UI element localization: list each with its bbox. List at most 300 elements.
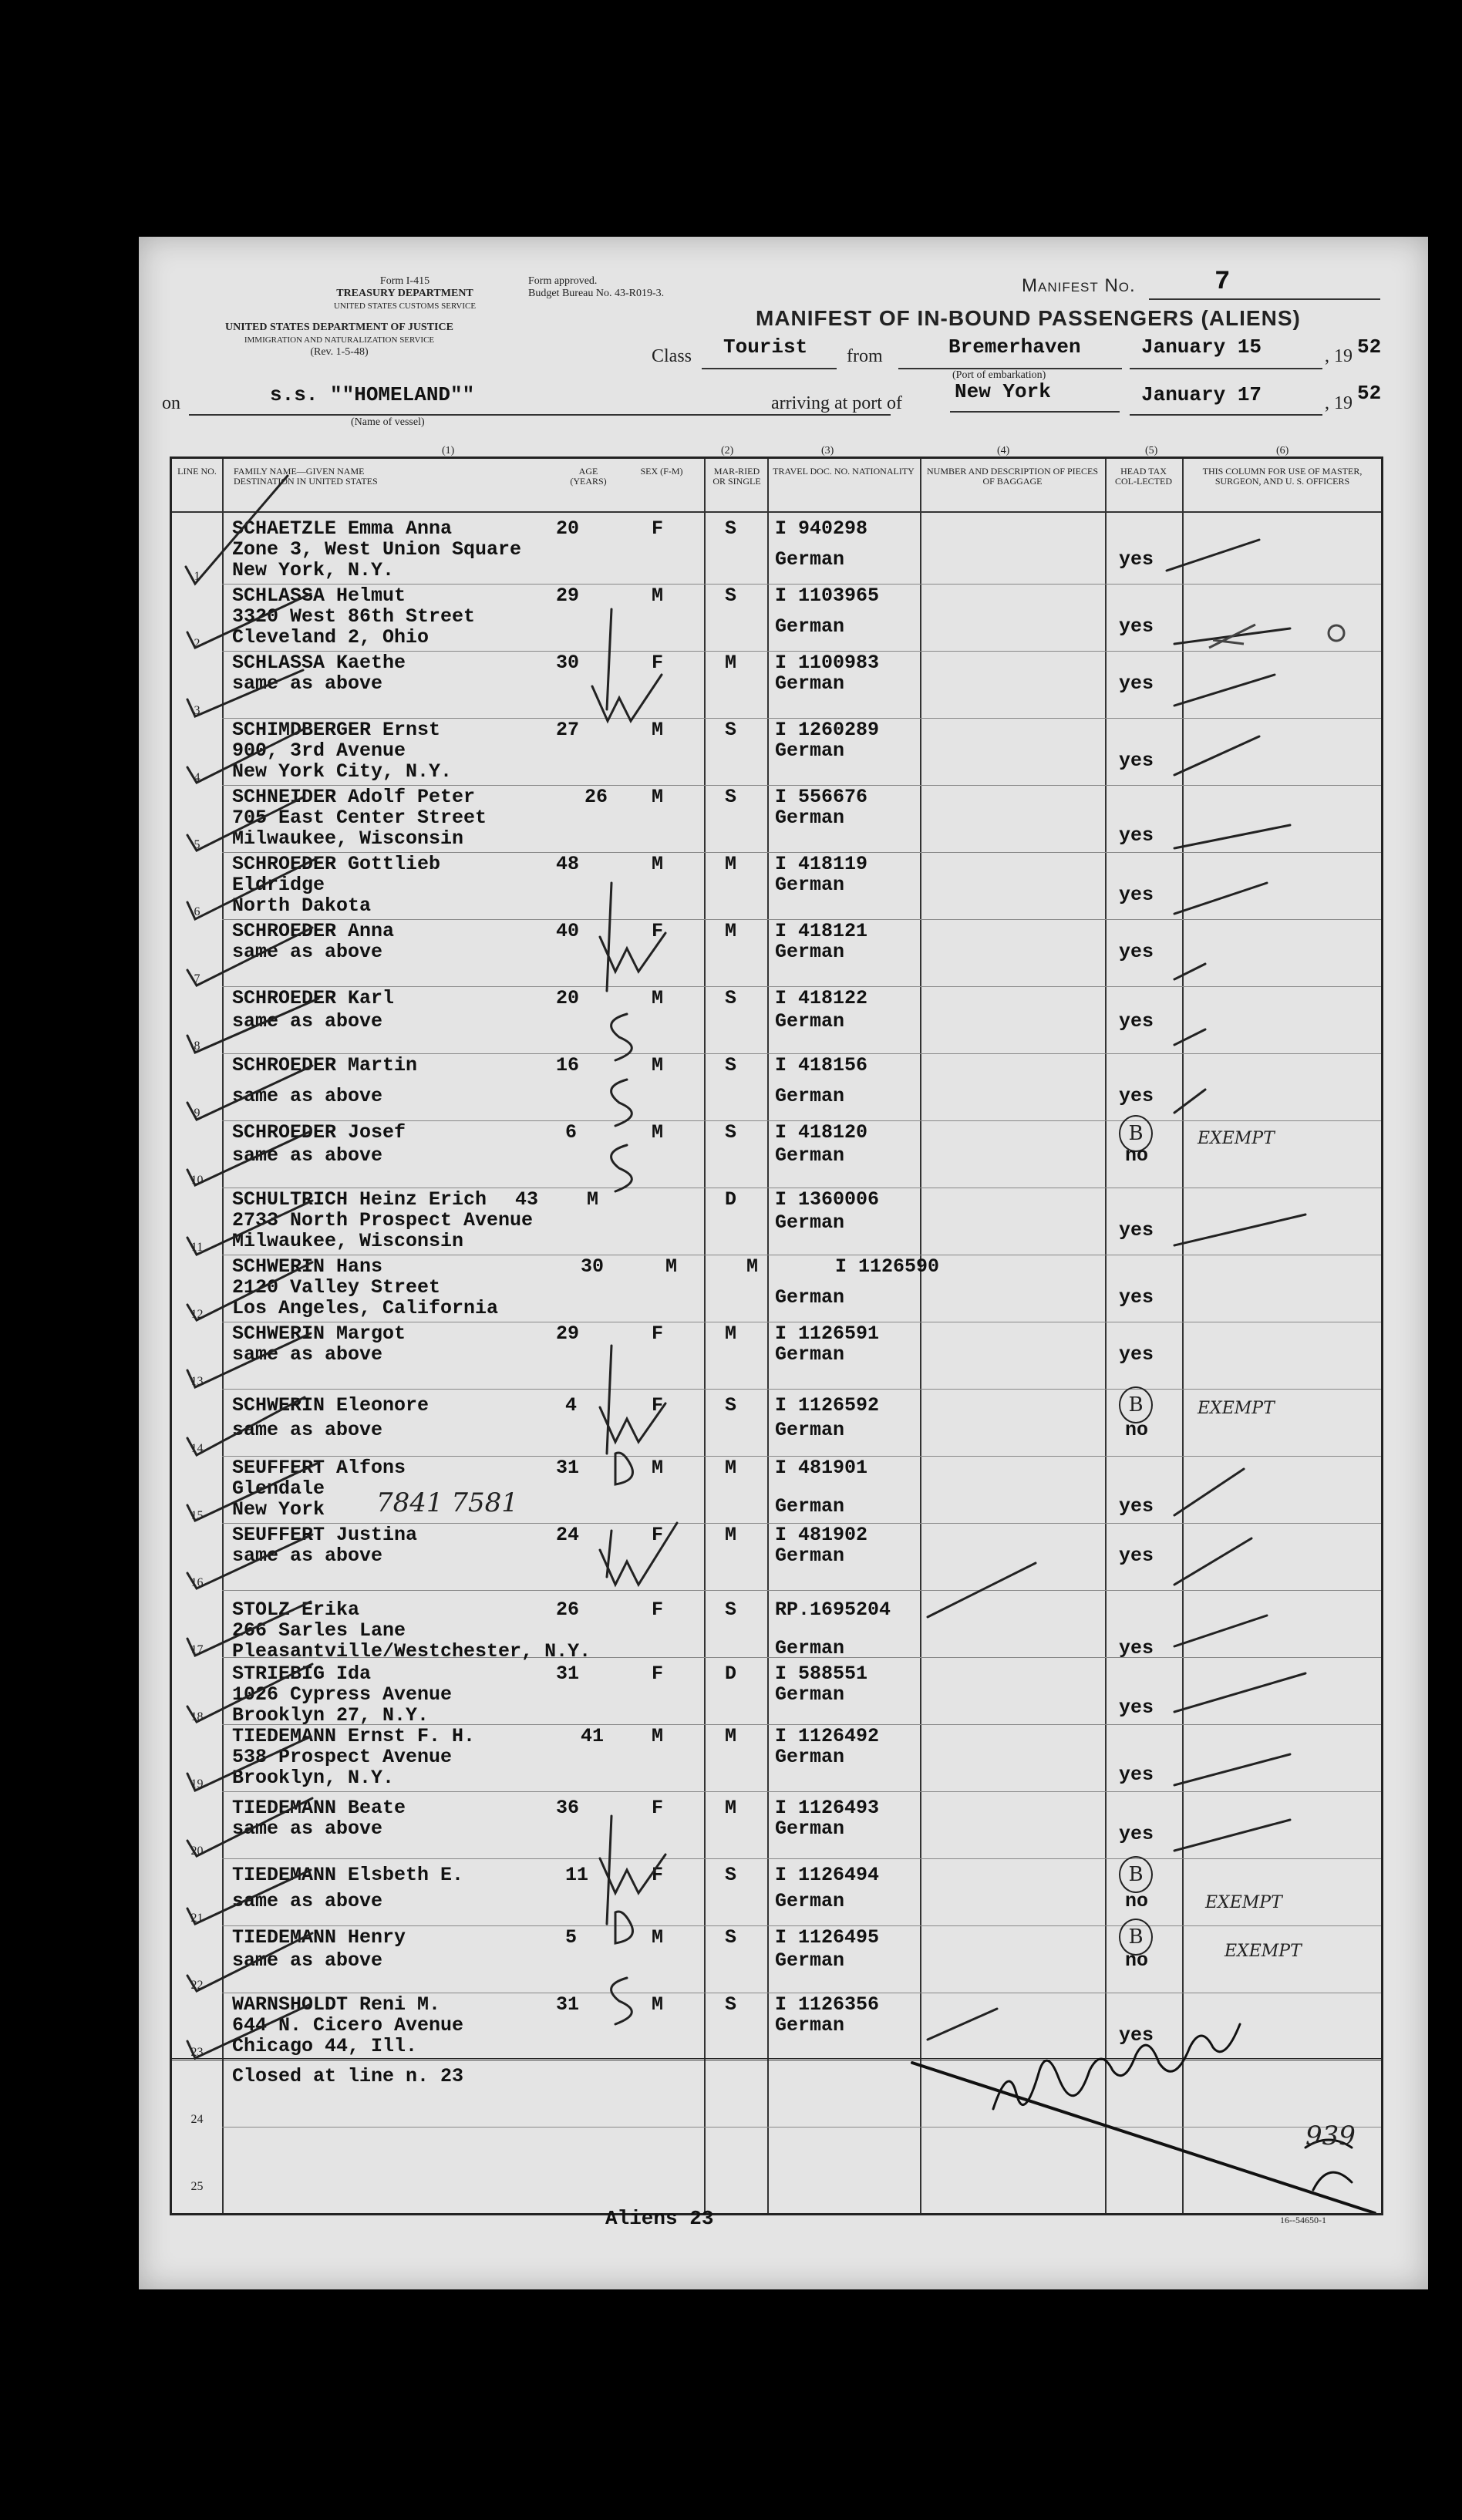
nationality: German	[775, 1949, 845, 1972]
passenger-name: SEUFFERT Justina	[232, 1524, 418, 1546]
head-tax: yes	[1119, 1343, 1154, 1366]
sex: M	[587, 1188, 599, 1211]
exempt-b-stamp: B	[1119, 1919, 1153, 1956]
line-number: 24	[190, 2113, 204, 2126]
head-tax: yes	[1119, 672, 1154, 695]
table-row	[172, 1322, 1381, 1390]
marital-status: S	[725, 1864, 737, 1886]
depart-underline	[1130, 368, 1322, 369]
vessel-name: s.s. ""HOMELAND""	[270, 383, 475, 406]
sex: F	[652, 517, 664, 540]
head-tax: yes	[1119, 2024, 1154, 2047]
address-line: Brooklyn, N.Y.	[232, 1767, 395, 1789]
exempt-b-stamp: B	[1119, 1856, 1153, 1893]
nationality: German	[775, 807, 845, 829]
year2-prefix: , 19	[1325, 393, 1353, 413]
line-number: 8	[194, 1039, 200, 1053]
table-row	[172, 1792, 1381, 1859]
passenger-name: SCHROEDER Anna	[232, 920, 395, 942]
passenger-name: SCHAETZLE Emma Anna	[232, 517, 453, 540]
head-tax: yes	[1119, 941, 1154, 963]
head-tax: yes	[1119, 1010, 1154, 1033]
travel-doc: RP.1695204	[775, 1599, 891, 1621]
age: 43	[515, 1188, 539, 1211]
nationality: German	[775, 874, 845, 896]
class-underline	[702, 368, 837, 369]
address-line: Milwaukee, Wisconsin	[232, 1230, 464, 1252]
nationality: German	[775, 1144, 845, 1167]
line-number: 17	[190, 1643, 204, 1656]
address-line: same as above	[232, 1419, 383, 1441]
address-line: New York City, N.Y.	[232, 760, 453, 783]
head-tax: yes	[1119, 615, 1154, 638]
passenger-name: STOLZ Erika	[232, 1599, 360, 1621]
travel-doc: I 1100983	[775, 652, 880, 674]
address-line: same as above	[232, 1818, 383, 1840]
passenger-name: SCHWERIN Margot	[232, 1322, 406, 1345]
age: 41	[581, 1725, 605, 1747]
travel-doc: I 481902	[775, 1524, 868, 1546]
header-rule	[172, 511, 1381, 513]
travel-doc: I 1126592	[775, 1394, 880, 1417]
arrive-date: January 17	[1141, 383, 1262, 406]
from-label: from	[847, 346, 883, 366]
travel-doc: I 1103965	[775, 585, 880, 607]
marital-status: S	[725, 987, 737, 1009]
arriving-label: arriving at port of	[771, 393, 902, 413]
age: 31	[556, 1993, 580, 2016]
travel-doc: I 1126591	[775, 1322, 880, 1345]
address-line: Eldridge	[232, 874, 325, 896]
passenger-name: SCHROEDER Martin	[232, 1054, 418, 1076]
table-row	[172, 1121, 1381, 1188]
age: 40	[556, 920, 580, 942]
age: 20	[556, 517, 580, 540]
nationality: German	[775, 615, 845, 638]
vessel-underline	[189, 414, 891, 416]
closed-note: Closed at line n. 23	[232, 2065, 464, 2087]
table-row	[172, 585, 1381, 652]
travel-doc: I 556676	[775, 786, 868, 808]
binder-hole	[80, 1228, 119, 1267]
address-line: same as above	[232, 941, 383, 963]
table-row	[172, 920, 1381, 987]
nationality: German	[775, 1286, 845, 1309]
age: 30	[556, 652, 580, 674]
embark-label: (Port of embarkation)	[952, 369, 1046, 381]
binder-hole	[80, 1113, 119, 1151]
nationality: German	[775, 1637, 845, 1659]
sex: F	[652, 1864, 664, 1886]
port-underline	[950, 411, 1120, 413]
passenger-name: SCHLASSA Kaethe	[232, 652, 406, 674]
nationality: German	[775, 1419, 845, 1441]
travel-doc: I 1126492	[775, 1725, 880, 1747]
budget-bureau: Budget Bureau No. 43-R019-3.	[528, 288, 665, 299]
table-row	[172, 786, 1381, 853]
table-row	[172, 1457, 1381, 1524]
sex: M	[652, 1121, 664, 1144]
nationality: German	[775, 672, 845, 695]
marital-status: S	[725, 786, 737, 808]
table-row	[172, 719, 1381, 786]
binder-hole	[80, 1575, 119, 1614]
manifest-underline	[1149, 298, 1380, 300]
nationality: German	[775, 1545, 845, 1567]
arrival-port: New York	[955, 380, 1051, 403]
footer-code: 16--54650-1	[1280, 2215, 1326, 2225]
table-row	[172, 1859, 1381, 1926]
handwritten-phone: 7841 7581	[376, 1487, 518, 1518]
marital-status: S	[725, 1599, 737, 1621]
address-line: New York	[232, 1498, 325, 1521]
address-line: same as above	[232, 1949, 383, 1972]
exempt-b-stamp: B	[1119, 1386, 1153, 1423]
travel-doc: I 1126495	[775, 1926, 880, 1949]
table-row	[172, 652, 1381, 719]
table-row	[172, 987, 1381, 1054]
head-tax: no	[1125, 1419, 1149, 1441]
nationality: German	[775, 1495, 845, 1518]
col-head-name: FAMILY NAME—GIVEN NAME DESTINATION IN UNITED STATES	[234, 466, 378, 487]
age: 27	[556, 719, 580, 741]
table-row	[172, 2060, 1381, 2128]
age: 48	[556, 853, 580, 875]
sex: M	[652, 585, 664, 607]
sex: M	[652, 853, 664, 875]
address-line: 900, 3rd Avenue	[232, 739, 406, 762]
line-number: 3	[194, 704, 200, 717]
line-number: 23	[190, 2046, 204, 2059]
marital-status: S	[725, 1926, 737, 1949]
exempt-note: EXEMPT	[1198, 1399, 1275, 1418]
binder-hole	[80, 1807, 119, 1845]
sex: M	[652, 1054, 664, 1076]
address-line: Pleasantville/Westchester, N.Y.	[232, 1640, 591, 1663]
travel-doc: I 418119	[775, 853, 868, 875]
address-line: 266 Sarles Lane	[232, 1619, 406, 1642]
line-number: 16	[190, 1576, 204, 1589]
passenger-name: SCHLASSA Helmut	[232, 585, 406, 607]
nationality: German	[775, 1085, 845, 1107]
binder-hole	[80, 1460, 119, 1498]
sex: M	[652, 1457, 664, 1479]
ins-service: IMMIGRATION AND NATURALIZATION SERVICE	[244, 335, 435, 345]
head-tax: yes	[1119, 1286, 1154, 1309]
line-number: 22	[190, 1979, 204, 1992]
age: 30	[581, 1255, 605, 1278]
age: 26	[556, 1599, 580, 1621]
col-head-age: AGE (YEARS)	[570, 466, 607, 487]
passenger-name: SCHIMDBERGER Ernst	[232, 719, 441, 741]
depart-date: January 15	[1141, 335, 1262, 359]
line-number: 20	[190, 1845, 204, 1858]
address-line: same as above	[232, 1144, 383, 1167]
head-tax: yes	[1119, 1545, 1154, 1567]
age: 6	[565, 1121, 578, 1144]
marital-status: M	[725, 1457, 737, 1479]
exempt-note: EXEMPT	[1225, 1942, 1302, 1961]
nationality: German	[775, 548, 845, 571]
from-value: Bremerhaven	[948, 335, 1081, 359]
class-value: Tourist	[723, 335, 808, 359]
line-number: 19	[190, 1777, 204, 1791]
line-number: 12	[190, 1308, 204, 1321]
line-number: 4	[194, 771, 200, 784]
line-number: 13	[190, 1375, 204, 1388]
marital-status: D	[725, 1663, 737, 1685]
head-tax: yes	[1119, 884, 1154, 906]
column-number: (4)	[997, 445, 1010, 456]
binder-hole	[80, 1691, 119, 1730]
travel-doc: I 588551	[775, 1663, 868, 1685]
binder-hole	[80, 2154, 119, 2192]
sex: F	[652, 1524, 664, 1546]
col-head-tax: HEAD TAX COL-LECTED	[1115, 466, 1172, 487]
age: 31	[556, 1457, 580, 1479]
marital-status: S	[725, 517, 737, 540]
sex: M	[652, 1926, 664, 1949]
table-row	[172, 2128, 1381, 2195]
head-tax: yes	[1119, 750, 1154, 772]
travel-doc: I 1126493	[775, 1797, 880, 1819]
travel-doc: I 418156	[775, 1054, 868, 1076]
line-number: 2	[194, 637, 200, 650]
nationality: German	[775, 1818, 845, 1840]
address-line: 2120 Valley Street	[232, 1276, 441, 1299]
col-head-line: LINE NO.	[177, 466, 217, 477]
age: 36	[556, 1797, 580, 1819]
sex: M	[652, 987, 664, 1009]
head-tax: no	[1125, 1144, 1149, 1167]
on-label: on	[162, 393, 180, 413]
col-head-sex: SEX (F-M)	[640, 466, 683, 477]
address-line: Glendale	[232, 1477, 325, 1500]
table-row	[172, 1188, 1381, 1255]
form-approved: Form approved.	[528, 275, 598, 287]
address-line: 705 East Center Street	[232, 807, 487, 829]
column-number: (2)	[721, 445, 734, 456]
passenger-name: SCHROEDER Karl	[232, 987, 395, 1009]
table-row	[172, 1993, 1381, 2060]
sex: F	[652, 920, 664, 942]
sex: F	[652, 1599, 664, 1621]
sex: F	[652, 1663, 664, 1685]
age: 31	[556, 1663, 580, 1685]
head-tax: yes	[1119, 1085, 1154, 1107]
sex: M	[652, 786, 664, 808]
travel-doc: I 1260289	[775, 719, 880, 741]
age: 4	[565, 1394, 578, 1417]
nationality: German	[775, 1746, 845, 1768]
col-head-married: MAR-RIED OR SINGLE	[712, 466, 761, 487]
sex: F	[652, 1322, 664, 1345]
column-number: (6)	[1276, 445, 1289, 456]
nationality: German	[775, 739, 845, 762]
address-line: Brooklyn 27, N.Y.	[232, 1704, 430, 1727]
address-line: New York, N.Y.	[232, 559, 395, 581]
manifest-number: 7	[1214, 268, 1231, 297]
head-tax: yes	[1119, 824, 1154, 847]
address-line: same as above	[232, 1890, 383, 1912]
travel-doc: I 1126494	[775, 1864, 880, 1886]
nationality: German	[775, 941, 845, 963]
passenger-name: WARNSHOLDT Reni M.	[232, 1993, 441, 2016]
age: 20	[556, 987, 580, 1009]
head-tax: yes	[1119, 1495, 1154, 1518]
table-row	[172, 1524, 1381, 1591]
line-number: 15	[190, 1509, 204, 1522]
marital-status: S	[725, 719, 737, 741]
address-line: 1026 Cypress Avenue	[232, 1683, 453, 1706]
travel-doc: I 940298	[775, 517, 868, 540]
marital-status: M	[746, 1255, 759, 1278]
age: 11	[565, 1864, 589, 1886]
table-row	[172, 1255, 1381, 1322]
col-head-baggage: NUMBER AND DESCRIPTION OF PIECES OF BAGGAGE	[926, 466, 1099, 487]
binder-hole	[80, 878, 119, 916]
passenger-name: STRIEBIG Ida	[232, 1663, 372, 1685]
address-line: Cleveland 2, Ohio	[232, 626, 430, 649]
binder-hole	[80, 2038, 119, 2077]
age: 16	[556, 1054, 580, 1076]
year2: 52	[1357, 382, 1382, 405]
manifest-title: MANIFEST OF IN-BOUND PASSENGERS (ALIENS)	[756, 306, 1301, 330]
marital-status: M	[725, 1524, 737, 1546]
head-tax: yes	[1119, 548, 1154, 571]
line-number: 1	[194, 570, 200, 583]
line-number: 14	[190, 1442, 204, 1455]
sex: F	[652, 652, 664, 674]
line-number: 21	[190, 1912, 204, 1925]
binder-hole	[80, 997, 119, 1036]
sex: M	[665, 1255, 678, 1278]
travel-doc: I 1360006	[775, 1188, 880, 1211]
travel-doc: I 1126590	[835, 1255, 940, 1278]
address-line: same as above	[232, 1545, 383, 1567]
age: 26	[584, 786, 608, 808]
exempt-b-stamp: B	[1119, 1115, 1153, 1152]
nationality: German	[775, 1211, 845, 1234]
sex: M	[652, 1993, 664, 2016]
marital-status: M	[725, 1797, 737, 1819]
age: 29	[556, 1322, 580, 1345]
table-row	[172, 1658, 1381, 1725]
exempt-note: EXEMPT	[1198, 1129, 1275, 1148]
marital-status: D	[725, 1188, 737, 1211]
table-row	[172, 1926, 1381, 1993]
year1-prefix: , 19	[1325, 346, 1353, 366]
marital-status: S	[725, 1394, 737, 1417]
line-number: 5	[194, 838, 200, 851]
table-row	[172, 1390, 1381, 1457]
column-number: (1)	[442, 445, 455, 456]
nationality: German	[775, 2014, 845, 2037]
head-tax: yes	[1119, 1637, 1154, 1659]
address-line: 644 N. Cicero Avenue	[232, 2014, 464, 2037]
age: 29	[556, 585, 580, 607]
travel-doc: I 418120	[775, 1121, 868, 1144]
col-head-doc: TRAVEL DOC. NO. NATIONALITY	[773, 466, 915, 477]
customs-service: UNITED STATES CUSTOMS SERVICE	[333, 302, 477, 311]
binder-hole	[80, 311, 119, 349]
passenger-name: SCHROEDER Josef	[232, 1121, 406, 1144]
nationality: German	[775, 1343, 845, 1366]
marital-status: M	[725, 652, 737, 674]
table-row	[172, 1591, 1381, 1663]
marital-status: S	[725, 1054, 737, 1076]
nationality: German	[775, 1010, 845, 1033]
head-tax: yes	[1119, 1823, 1154, 1845]
class-label: Class	[652, 346, 692, 366]
col-head-officers: THIS COLUMN FOR USE OF MASTER, SURGEON, AND U. S. OFFICERS	[1202, 466, 1363, 487]
manifest-sheet	[139, 237, 1428, 2289]
binder-hole	[80, 650, 119, 689]
passenger-name: TIEDEMANN Henry	[232, 1926, 406, 1949]
nationality: German	[775, 1683, 845, 1706]
address-line: same as above	[232, 1343, 383, 1366]
table-row	[172, 853, 1381, 920]
binder-hole	[80, 763, 119, 802]
nationality: German	[775, 1890, 845, 1912]
passenger-name: SCHWERIN Hans	[232, 1255, 383, 1278]
address-line: same as above	[232, 672, 383, 695]
marital-status: M	[725, 853, 737, 875]
sex: F	[652, 1797, 664, 1819]
address-line: same as above	[232, 1085, 383, 1107]
passenger-name: SCHWERIN Eleonore	[232, 1394, 430, 1417]
marital-status: M	[725, 1322, 737, 1345]
sex: F	[652, 1394, 664, 1417]
head-tax: yes	[1119, 1696, 1154, 1719]
line-number: 6	[194, 905, 200, 918]
travel-doc: I 1126356	[775, 1993, 880, 2016]
address-line: North Dakota	[232, 894, 372, 917]
address-line: 2733 North Prospect Avenue	[232, 1209, 534, 1231]
year1: 52	[1357, 335, 1382, 359]
vessel-label: (Name of vessel)	[351, 416, 425, 428]
marital-status: M	[725, 1725, 737, 1747]
passenger-name: SCHNEIDER Adolf Peter	[232, 786, 476, 808]
column-number: (3)	[821, 445, 834, 456]
sex: M	[652, 1725, 664, 1747]
head-tax: no	[1125, 1890, 1149, 1912]
travel-doc: I 418122	[775, 987, 868, 1009]
binder-hole	[80, 531, 119, 569]
passenger-table	[170, 445, 1383, 2215]
revision: (Rev. 1-5-48)	[310, 346, 369, 358]
head-tax: yes	[1119, 1219, 1154, 1241]
passenger-name: SCHULTRICH Heinz Erich	[232, 1188, 487, 1211]
address-line: Zone 3, West Union Square	[232, 538, 522, 561]
line-number: 10	[190, 1174, 204, 1187]
marital-status: S	[725, 585, 737, 607]
binder-hole	[80, 1922, 119, 1961]
line-number: 11	[190, 1241, 204, 1254]
table-row	[172, 517, 1381, 585]
address-line: Los Angeles, California	[232, 1297, 499, 1319]
passenger-name: TIEDEMANN Ernst F. H.	[232, 1725, 476, 1747]
column-number: (5)	[1145, 445, 1158, 456]
passenger-name: SEUFFERT Alfons	[232, 1457, 406, 1479]
form-number: Form I-415	[379, 275, 430, 287]
table-row	[172, 1725, 1381, 1792]
binder-hole	[80, 1344, 119, 1383]
binder-hole	[80, 426, 119, 465]
marital-status: M	[725, 920, 737, 942]
passenger-name: TIEDEMANN Elsbeth E.	[232, 1864, 464, 1886]
exempt-note: EXEMPT	[1205, 1893, 1282, 1912]
